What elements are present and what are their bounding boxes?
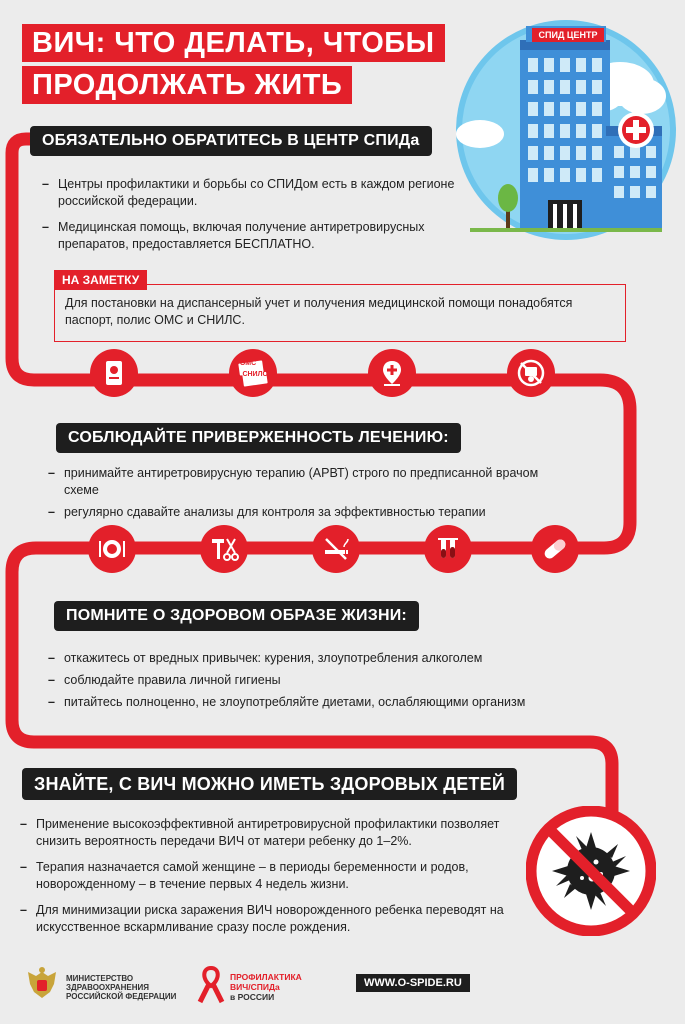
website-link[interactable]: WWW.O-SPIDE.RU	[356, 974, 470, 992]
list-item: – принимайте антиретровирусную терапию (АРВТ) строго по предписанной врачом схеме	[44, 465, 564, 499]
red-ribbon-icon	[196, 964, 226, 1004]
no-virus-icon	[526, 806, 656, 936]
list-item: – Терапия назначается самой женщине – в периоды беременности и родов, новорожденному – в течение первых 4 недель жизни.	[16, 859, 516, 893]
page-title-line-1: ВИЧ: ЧТО ДЕЛАТЬ, ЧТОБЫ	[22, 24, 445, 62]
page-title-line-2: ПРОДОЛЖАТЬ ЖИТЬ	[22, 66, 352, 104]
aids-center-sign: СПИД ЦЕНТР	[532, 28, 604, 42]
note-text: Для постановки на диспансерный учет и получения медицинской помощи понадобятся паспорт, полис ОМС и СНИЛС.	[65, 296, 573, 327]
section4-bullets	[16, 816, 516, 945]
list-item: – Для минимизации риска заражения ВИЧ новорожденного ребенка переводят на искусственное вскармливание сразу после рождения.	[16, 902, 516, 936]
list-item: – соблюдайте правила личной гигиены	[44, 672, 604, 689]
list-item: – Применение высокоэффективной антиретровирусной профилактики позволяет снизить вероятность передачи ВИЧ от матери ребенку до 1–2%.	[16, 816, 516, 850]
section1-heading: ОБЯЗАТЕЛЬНО ОБРАТИТЕСЬ В ЦЕНТР СПИДа	[30, 126, 432, 156]
ministry-name: МИНИСТЕРСТВО ЗДРАВООХРАНЕНИЯ РОССИЙСКОЙ ФЕДЕРАЦИИ	[66, 974, 177, 1001]
note-label: НА ЗАМЕТКУ	[54, 270, 147, 290]
location-cross-icon	[368, 349, 416, 397]
passport-icon	[90, 349, 138, 397]
oms-label: ОМС	[239, 360, 257, 367]
no-fee-icon	[507, 349, 555, 397]
section4-heading: ЗНАЙТЕ, С ВИЧ МОЖНО ИМЕТЬ ЗДОРОВЫХ ДЕТЕЙ	[22, 768, 517, 800]
plate-cutlery-icon	[88, 525, 136, 573]
note-box	[54, 284, 626, 342]
list-item: – Медицинская помощь, включая получение антиретровирусных препаратов, предоставляется БЕСПЛАТНО.	[38, 219, 458, 253]
list-item: – откажитесь от вредных привычек: курения, злоупотребления алкоголем	[44, 650, 604, 667]
aids-center-building-illustration	[450, 14, 682, 246]
section1-bullets	[38, 176, 458, 262]
section2-heading: СОБЛЮДАЙТЕ ПРИВЕРЖЕННОСТЬ ЛЕЧЕНИЮ:	[56, 423, 461, 453]
ministry-emblem-icon	[22, 966, 62, 1004]
section3-heading: ПОМНИТЕ О ЗДОРОВОМ ОБРАЗЕ ЖИЗНИ:	[54, 601, 419, 631]
snils-label: СНИЛС	[242, 371, 268, 378]
test-tubes-icon	[424, 525, 472, 573]
list-item: – регулярно сдавайте анализы для контроля за эффективностью терапии	[44, 504, 564, 521]
no-smoking-icon	[312, 525, 360, 573]
campaign-name: ПРОФИЛАКТИКА ВИЧ/СПИДа в РОССИИ	[230, 972, 302, 1002]
razor-scissors-icon	[200, 525, 248, 573]
section2-bullets	[44, 465, 564, 526]
list-item: – Центры профилактики и борьбы со СПИДом есть в каждом регионе российской федерации.	[38, 176, 458, 210]
section3-bullets	[44, 650, 604, 716]
list-item: – питайтесь полноценно, не злоупотребляйте диетами, ослабляющими организм	[44, 694, 604, 711]
pill-icon	[531, 525, 579, 573]
